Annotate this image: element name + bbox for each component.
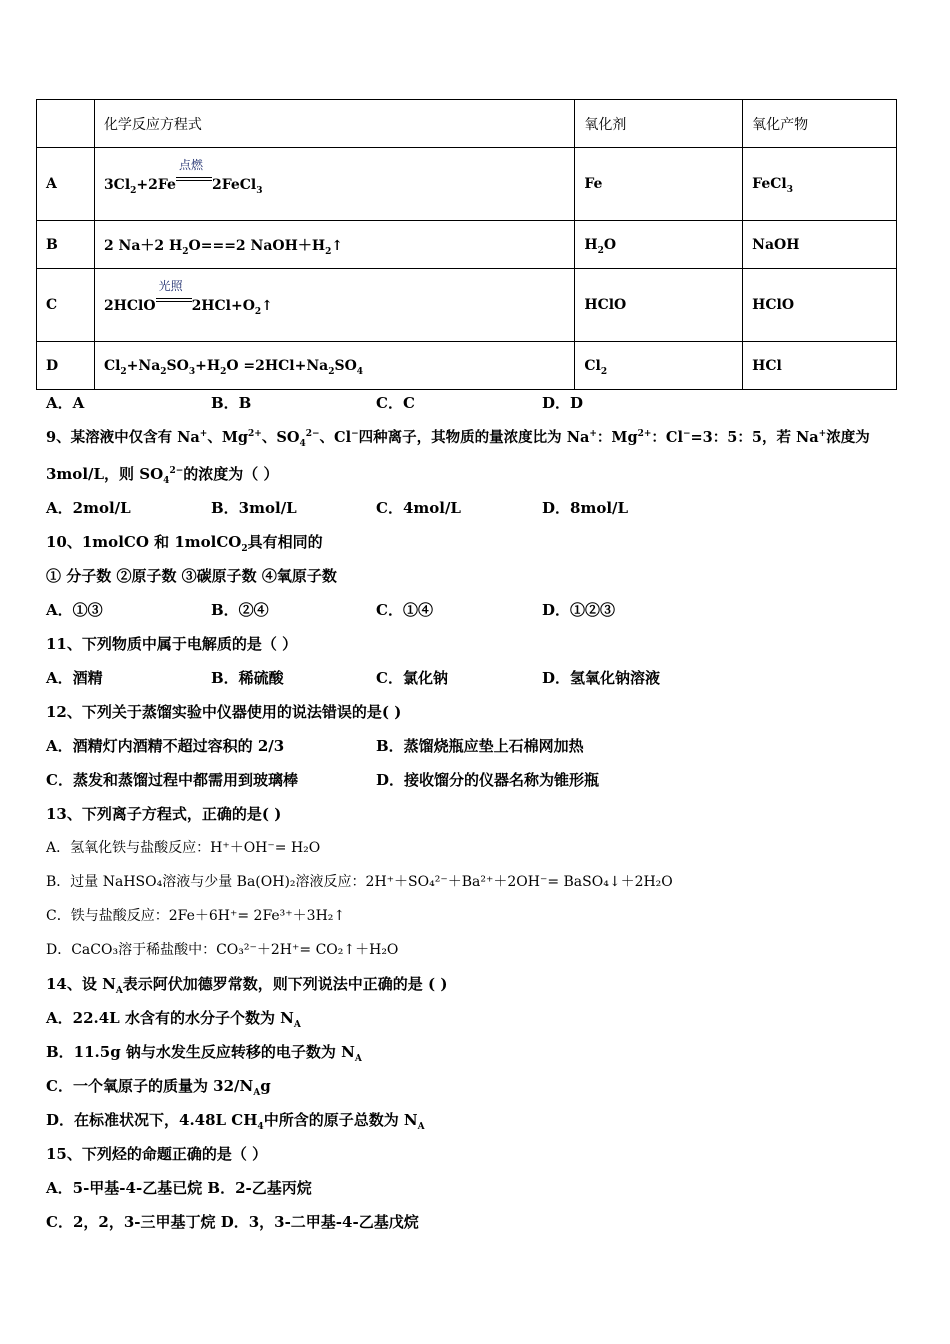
equation-cell: $Cl_2+Na_2SO_3+H_2O =2HCl+Na_2SO_4$ [94, 342, 574, 390]
q10-option-a: A．①③ [46, 601, 103, 619]
q9-option-a: A．2mol/L [46, 499, 131, 517]
reaction-condition: 光照 [156, 296, 192, 310]
row-label: D [37, 342, 95, 390]
q14-option-c: C．一个氧原子的质量为 $32/N_Ag$ [46, 1077, 271, 1098]
reaction-table [36, 99, 897, 390]
q14-option-a: A．22.4L 水含有的水分子个数为 $N_A$ [46, 1009, 301, 1030]
q10-option-b: B．②④ [211, 601, 269, 619]
row-label: A [37, 148, 95, 221]
oxidant-cell: $Cl_2$ [575, 342, 743, 390]
q12-option-b: B．蒸馏烧瓶应垫上石棉网加热 [376, 737, 584, 755]
q13-stem: 13、下列离子方程式，正确的是( ) [46, 805, 282, 823]
q10-choices: ① 分子数 ②原子数 ③碳原子数 ④氧原子数 [46, 567, 337, 585]
q9-option-b: B．3mol/L [211, 499, 297, 517]
q8-option-d: D．D [542, 394, 584, 412]
q12-option-d: D．接收馏分的仪器名称为锥形瓶 [376, 771, 600, 789]
q9-stem-line1: 9、某溶液中仅含有 Na+、$Mg^{2+}$、$SO_4^{2-}$、Cl−四种离子，其物质的量浓度比为 Na+：$Mg^{2+}$：Cl−=3：5：5，若 Na+浓度为 [46, 429, 870, 449]
equation-cell: 2HClO 光照 $2HCl+O_2↑$ [94, 269, 574, 342]
q9-option-d: D．8mol/L [542, 499, 629, 517]
table-header-row [37, 100, 897, 148]
oxidant-cell: Fe [575, 148, 743, 221]
header-cell: 化学反应方程式 [94, 100, 574, 148]
q8-option-c: C．C [376, 394, 415, 412]
header-cell: 氧化产物 [743, 100, 897, 148]
q10-option-d: D．①②③ [542, 601, 616, 619]
row-label: B [37, 221, 95, 269]
q14-stem: 14、设 $N_A$表示阿伏加德罗常数，则下列说法中正确的是 ( ) [46, 975, 448, 996]
q15-options-cd: C．2，2，3-三甲基丁烷 D．3，3-二甲基-4-乙基戊烷 [46, 1213, 419, 1231]
table-row [37, 221, 897, 269]
q9-stem-line2: 3mol/L，则 $SO_4^{2-}$的浓度为（ ） [46, 465, 279, 486]
q11-option-b: B．稀硫酸 [211, 669, 284, 687]
q11-option-c: C．氯化钠 [376, 669, 448, 687]
q8-option-a: A．A [46, 394, 85, 412]
q13-option-c: C．铁与盐酸反应：2Fe＋6H⁺= 2Fe³⁺＋3H₂↑ [46, 908, 346, 924]
header-cell [37, 100, 95, 148]
oxidant-cell: $H_2O$ [575, 221, 743, 269]
q13-option-d: D．CaCO₃溶于稀盐酸中：CO₃²⁻＋2H⁺= CO₂↑＋H₂O [46, 942, 399, 958]
q8-option-b: B．B [211, 394, 252, 412]
product-cell: FeCl$_3$ [743, 148, 897, 221]
q9-option-c: C．4mol/L [376, 499, 461, 517]
q15-options-ab: A．5-甲基-4-乙基已烷 B．2-乙基丙烷 [46, 1179, 312, 1197]
table-row [37, 148, 897, 221]
table-row [37, 269, 897, 342]
q14-option-d: D．在标准状况下，4.48L $CH_4$中所含的原子总数为 $N_A$ [46, 1111, 425, 1132]
q11-option-d: D．氢氧化钠溶液 [542, 669, 661, 687]
header-cell: 氧化剂 [575, 100, 743, 148]
row-label: C [37, 269, 95, 342]
equation-cell: 2 Na＋2 $H_2O===2$ $NaOH+H_2↑$ [94, 221, 574, 269]
q15-stem: 15、下列烃的命题正确的是（ ） [46, 1145, 268, 1163]
q13-option-a: A．氢氧化铁与盐酸反应：H⁺＋OH⁻= H₂O [46, 840, 321, 856]
q12-option-c: C．蒸发和蒸馏过程中都需用到玻璃棒 [46, 771, 298, 789]
reaction-condition: 点燃 [176, 175, 212, 189]
q11-option-a: A．酒精 [46, 669, 103, 687]
q13-option-b: B．过量 NaHSO₄溶液与少量 Ba(OH)₂溶液反应：2H⁺＋SO₄²⁻＋Ba²⁺＋2OH⁻= BaSO₄↓＋2H₂O [46, 874, 673, 890]
q12-stem: 12、下列关于蒸馏实验中仪器使用的说法错误的是( ) [46, 703, 402, 721]
oxidant-cell: HClO [575, 269, 743, 342]
q14-option-b: B．11.5g 钠与水发生反应转移的电子数为 $N_A$ [46, 1043, 362, 1064]
equation-cell: $3Cl_2+2Fe$ 点燃 2FeCl$_3$ [94, 148, 574, 221]
q12-option-a: A．酒精灯内酒精不超过容积的 2/3 [46, 737, 285, 755]
product-cell: NaOH [743, 221, 897, 269]
q10-stem: 10、1molCO 和 1molCO$_2$具有相同的 [46, 533, 323, 554]
q11-stem: 11、下列物质中属于电解质的是（ ） [46, 635, 298, 653]
table-row [37, 342, 897, 390]
product-cell: HCl [743, 342, 897, 390]
q10-option-c: C．①④ [376, 601, 433, 619]
product-cell: HClO [743, 269, 897, 342]
